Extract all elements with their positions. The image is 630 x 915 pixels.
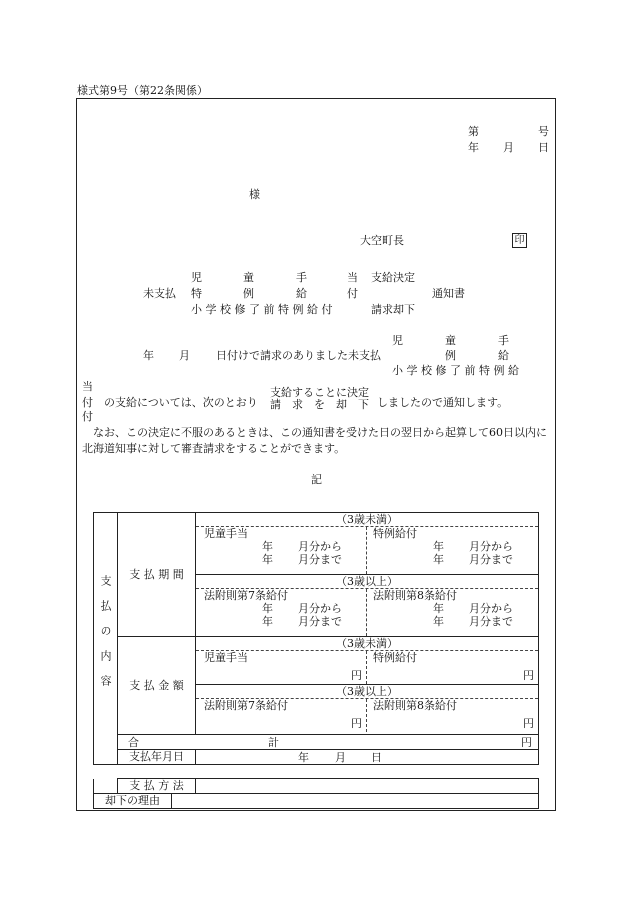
body-right-row2-c: 給 xyxy=(498,349,509,362)
title-row1-d: 当 xyxy=(347,271,358,284)
number-prefix: 第 xyxy=(468,125,479,138)
pay-date-year: 年 xyxy=(298,751,309,764)
period-special-benefit-label: 特例給付 xyxy=(373,527,417,540)
pay-method-label: 支 払 方 法 xyxy=(118,779,196,794)
title-row3-suffix: 請求却下 xyxy=(371,303,415,316)
pay-date-label: 支払年月日 xyxy=(118,750,196,765)
reject-reason-label: 却下の理由 xyxy=(94,794,172,809)
pay-date-month: 月 xyxy=(335,751,346,764)
period-art7-from: 年 月分から xyxy=(262,602,342,615)
amount-over3-row xyxy=(196,699,538,732)
period-label-cell xyxy=(118,513,196,637)
body-month: 月 xyxy=(179,349,190,362)
amount-over3-caption: （3歳以上） xyxy=(196,685,538,699)
amount-special-yen: 円 xyxy=(523,669,534,682)
date-year: 年 xyxy=(468,141,479,154)
amount-art7-yen: 円 xyxy=(351,717,362,730)
title-row2-b: 例 xyxy=(243,287,254,300)
amount-under3-caption: （3歳未満） xyxy=(196,637,538,651)
title-row1-suffix: 支給決定 xyxy=(371,271,415,284)
amount-label-cell xyxy=(118,637,196,735)
body-line2-c: しましたので通知します。 xyxy=(377,396,509,409)
appeal-note: なお、この決定に不服のあるときは、この通知書を受けた日の翌日から起算して60日以内に北海道知事に対して審査請求をすることができます。 xyxy=(82,426,547,455)
amount-art8 xyxy=(367,699,538,732)
date-day: 日 xyxy=(538,141,549,154)
period-child-from: 年 月分から xyxy=(262,540,342,553)
title-row1-b: 童 xyxy=(243,271,254,284)
payment-footer-table xyxy=(93,778,539,794)
title-row2-c: 給 xyxy=(296,287,307,300)
seal-mark: 印 xyxy=(512,233,527,248)
amount-cell xyxy=(196,637,539,735)
total-yen: 円 xyxy=(521,736,532,749)
period-label: 支 払 期 間 xyxy=(129,568,184,581)
reject-reason-table xyxy=(93,793,539,809)
amount-label: 支 払 金 額 xyxy=(129,679,184,692)
body-left-col-c: 付 xyxy=(82,410,93,423)
body-right-row1-b: 童 xyxy=(445,334,456,347)
over3-caption: （3歳以上） xyxy=(196,575,538,589)
total-row xyxy=(118,735,539,750)
under3-caption: （3歳未満） xyxy=(196,513,538,527)
period-child-to: 年 月分まで xyxy=(262,553,342,566)
period-art8-label: 法附則第8条給付 xyxy=(373,589,457,602)
amount-child-allowance-label: 児童手当 xyxy=(204,651,248,664)
period-child-allowance xyxy=(196,527,367,574)
period-art7 xyxy=(196,589,367,636)
amount-child-yen: 円 xyxy=(351,669,362,682)
period-art7-label: 法附則第7条給付 xyxy=(204,589,288,602)
ki-mark: 記 xyxy=(311,473,322,486)
period-art8 xyxy=(367,589,538,636)
body-line2-a: の支給については、次のとおり xyxy=(104,396,258,409)
period-special-benefit xyxy=(367,527,538,574)
amount-art8-label: 法附則第8条給付 xyxy=(373,699,457,712)
title-row1-a: 児 xyxy=(191,271,202,284)
body-request-text: 日付けで請求のありました未支払 xyxy=(216,349,381,362)
title-row3: 小 学 校 修 了 前 特 例 給 付 xyxy=(191,303,333,316)
form-label: 様式第9号（第22条関係） xyxy=(77,84,208,97)
body-left-col-a: 当 xyxy=(82,380,93,393)
body-year: 年 xyxy=(143,349,154,362)
pay-method-value xyxy=(196,779,539,794)
body-right-row1-c: 手 xyxy=(498,334,509,347)
body-right-row3: 小 学 校 修 了 前 特 例 給 xyxy=(392,364,519,377)
period-under3-row xyxy=(196,527,538,575)
amount-child-allowance xyxy=(196,651,367,684)
number-suffix: 号 xyxy=(538,125,549,138)
period-cell xyxy=(196,513,539,637)
body-left-col-b: 付 xyxy=(82,396,93,409)
total-label-b: 計 xyxy=(268,736,279,749)
period-over3-row xyxy=(196,589,538,636)
title-row2-a: 特 xyxy=(191,287,202,300)
side-label: 支払の内容 xyxy=(99,574,112,700)
amount-special-benefit xyxy=(367,651,538,684)
period-art7-to: 年 月分まで xyxy=(262,615,342,628)
period-art8-from: 年 月分から xyxy=(433,602,513,615)
amount-under3-row xyxy=(196,651,538,685)
side-label-cell xyxy=(94,513,118,765)
title-row1-c: 手 xyxy=(296,271,307,284)
period-special-from: 年 月分から xyxy=(433,540,513,553)
amount-art7 xyxy=(196,699,367,732)
payment-detail-table xyxy=(93,512,539,765)
issuer-name: 大空町長 xyxy=(360,234,404,247)
title-prefix: 未支払 xyxy=(143,287,176,300)
period-child-allowance-label: 児童手当 xyxy=(204,527,248,540)
title-suffix: 通知書 xyxy=(432,287,465,300)
amount-art7-label: 法附則第7条給付 xyxy=(204,699,288,712)
pay-date-day: 日 xyxy=(371,751,382,764)
date-month: 月 xyxy=(503,141,514,154)
body-choice xyxy=(270,387,369,411)
body-right-row2-b: 例 xyxy=(445,349,456,362)
amount-special-benefit-label: 特例給付 xyxy=(373,651,417,664)
total-label-a: 合 xyxy=(128,736,139,749)
period-special-to: 年 月分まで xyxy=(433,553,513,566)
side-label-continue xyxy=(94,779,118,794)
title-row2-d: 付 xyxy=(347,287,358,300)
choice-reject: 請 求 を 却 下 xyxy=(270,398,369,411)
period-art8-to: 年 月分まで xyxy=(433,615,513,628)
body-right-row1-a: 児 xyxy=(392,334,403,347)
choice-approve: 支給することに決定 xyxy=(270,386,369,399)
amount-art8-yen: 円 xyxy=(523,717,534,730)
addressee-honorific: 様 xyxy=(249,188,260,201)
reject-reason-value xyxy=(172,794,539,809)
pay-date-cell xyxy=(196,750,539,765)
